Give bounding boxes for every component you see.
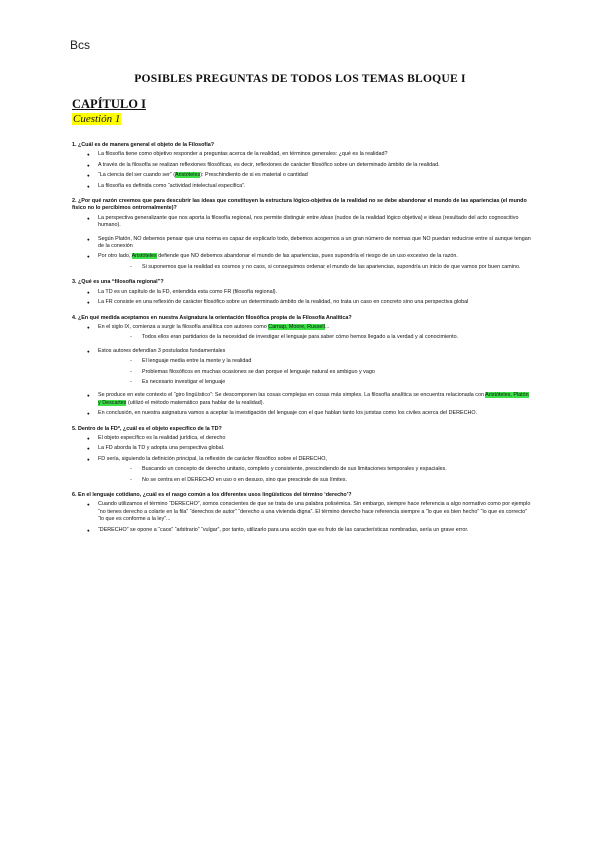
question-6: [72, 492, 532, 534]
text-span: “La ciencia del ser cuando ser” (: [98, 172, 176, 179]
highlighted-name: Aristóteles: [131, 253, 157, 260]
page-title: POSIBLES PREGUNTAS DE TODOS LOS TEMAS BLOQUE I: [134, 72, 466, 85]
sub-list-item: - El lenguaje media entre la mente y la realidad: [72, 358, 532, 365]
text-span: (utilizó el método matemático para hablar de la realidad).: [126, 399, 265, 406]
question-text: 6. En el lenguaje cotidiano, ¿cuál es el rasgo común a los diferentes usos lingüísticos del término ‘derecho’?: [72, 492, 352, 498]
sub-list-item: - Es necesario investigar el lenguaje: [72, 379, 532, 386]
list-item: ● La FR consiste en una reflexión de carácter filosófico sobre un determinado ámbito de la realidad, no trata un caso en concreto sino una perspectiva global: [72, 299, 532, 306]
list-item: ● FD sería, siguiendo la definición principal, la reflexión de carácter filosófico sobre el DERECHO,: [72, 456, 532, 463]
question-4: [72, 315, 532, 418]
list-item: ● Según Platón, NO debemos pensar que una norma es capaz de explicarlo todo, debemos acogernos a un gran número de normas que NO puedan reducirse entre sí aunque tengan de la conexión: [72, 236, 532, 251]
list-item: ● La filosofía tiene como objetivo responder a preguntas acerca de la realidad, en términos generales: ¿qué es la realidad?: [72, 151, 532, 158]
list-item: ● Cuando utilizamos el término “DERECHO”, somos conscientes de que se trata de una palabra polisémica. Sin embargo, siempre hace referencia a algo normativo como por ejemplo “no tienes derecho a colarte en la fila” “derechos de autor” “derecho a una vivienda digna”. El término derecho hace referencia siempre a “lo que es bien hecho” “lo que es correcto” “lo que es conforme a la ley”...: [72, 501, 532, 523]
list-item: ● La TD es un capítulo de la FD, entendida esta como FR (filosofía regional).: [72, 289, 532, 296]
list-item: ● La FD aborda la TD y adopta una perspectiva global.: [72, 445, 532, 452]
question-text: 3. ¿Qué es una “filosofía regional”?: [72, 279, 164, 286]
list-item: [72, 215, 532, 230]
sub-list-item: - Si suponemos que la realidad es cosmos y no caos, si conseguimos ordenar el mundo de las apariencias, supondría un inicio de que vamos por buen camino.: [72, 264, 532, 271]
brand-logo: Bcs: [70, 38, 91, 52]
list-item: ● La filosofía es definida como “actividad intelectual especifica”.: [72, 183, 532, 190]
list-item: [72, 172, 532, 179]
list-item: ● “DERECHO” se opone a “caos” “arbitrario” “vulgar”, por tanto, utilizarlo para una acción que es fruto de las características nombradas, sería un grave error.: [72, 527, 532, 534]
list-item: ● A través de la filosofía se realizan reflexiones filosóficas, es decir, reflexiones de carácter filosófico sobre un determinado ámbito de la realidad.: [72, 162, 532, 169]
sub-list-item: - Buscando un concepto de derecho unitario, completo y consistente, prescindiendo de sus limitaciones temporales y espaciales.: [72, 466, 532, 473]
question-text: 2. ¿Por qué razón creemos que para descubrir las ideas que constituyen la estructura lógico-objetiva de la realidad no se debe abandonar el mundo de las apariencias (el mundo fisico no lo percibimos ontrornalmente)?: [72, 198, 527, 212]
question-5: [72, 426, 532, 484]
text-span: ...: [324, 323, 330, 330]
sub-list-item: - No se centra en el DERECHO en uso o en desuso, sino que prescinde de sus límites.: [72, 477, 532, 484]
question-text: 4. ¿En qué medida aceptamos en nuestra Asignatura la orientación filosófica propia de la Filosofía Analítica?: [72, 314, 352, 321]
list-item: [72, 392, 532, 407]
question-1: [72, 142, 532, 190]
question-text: 5. Dentro de la FD*, ¿cuál es el objeto específico de la TD?: [72, 425, 222, 432]
list-item: [72, 253, 532, 260]
highlighted-name: Carnap, Moore, Russell: [268, 323, 325, 330]
text-span: La perspectiva generalizante que nos aporta la filosofía regional, nos permite distinguir entre: [98, 214, 321, 221]
question-2: [72, 198, 532, 271]
answer-list: [72, 151, 532, 190]
italic-term: ideas: [320, 214, 334, 221]
answer-list: [72, 435, 532, 484]
document-body: [72, 142, 532, 542]
cuestion-label: Cuestión 1: [73, 113, 121, 125]
list-item: ● El objeto específico es la realidad jurídica, el derecho: [72, 435, 532, 442]
text-span: (nudos de la realidad lógico objetiva) e ideas (resultado del acto cognoscitivo humano).: [98, 214, 519, 229]
text-span: Se produce en este contexto el “giro lingüístico”: Se descomponen las cosas complejas en cosas más simples. La filosofía analítica se encuentra relacionada con: [98, 392, 486, 399]
sub-list-item: - Todos ellos eran partidarios de la necesidad de investigar el lenguaje para saber cómo hemos llegado a la verdad y al conocimiento.: [72, 334, 532, 341]
list-item: [72, 324, 532, 331]
answer-list: [72, 501, 532, 534]
question-3: [72, 279, 532, 306]
sub-list-item: - Problemas filosóficos en muchas ocasiones se dan porque el lenguaje natural es ambiguo y vago: [72, 369, 532, 376]
answer-list: [72, 289, 532, 307]
text-span: defiende que NO debemos abandonar el mundo de las apariencias, pues supondría el riesgo de un uso excesivo de la razón.: [156, 253, 458, 260]
text-span: En el siglo IX, comienza a surgir la filosofía analítica con autores como: [98, 323, 269, 330]
list-item: ● Estos autores defendían 3 postulados fundamentales: [72, 348, 532, 355]
answer-list: [72, 215, 532, 271]
highlighted-name: Aristóteles: [175, 172, 201, 179]
text-span: ): Preschindiento de si es material o cantidad: [200, 172, 308, 179]
list-item: ● En conclusión, en nuestra asignatura vamos a aceptar la investigación del lenguaje con el que hablan tanto los juristas como los civiles acerca del DERECHO.: [72, 410, 532, 417]
text-span: Por otro lado,: [98, 253, 132, 260]
question-text: 1. ¿Cuál es de manera general el objeto de la Filosofía?: [72, 142, 214, 148]
answer-list: [72, 324, 532, 418]
highlighted-name: Aristóteles, Platón y Descartes: [98, 392, 529, 406]
chapter-heading: CAPÍTULO I: [72, 97, 146, 111]
